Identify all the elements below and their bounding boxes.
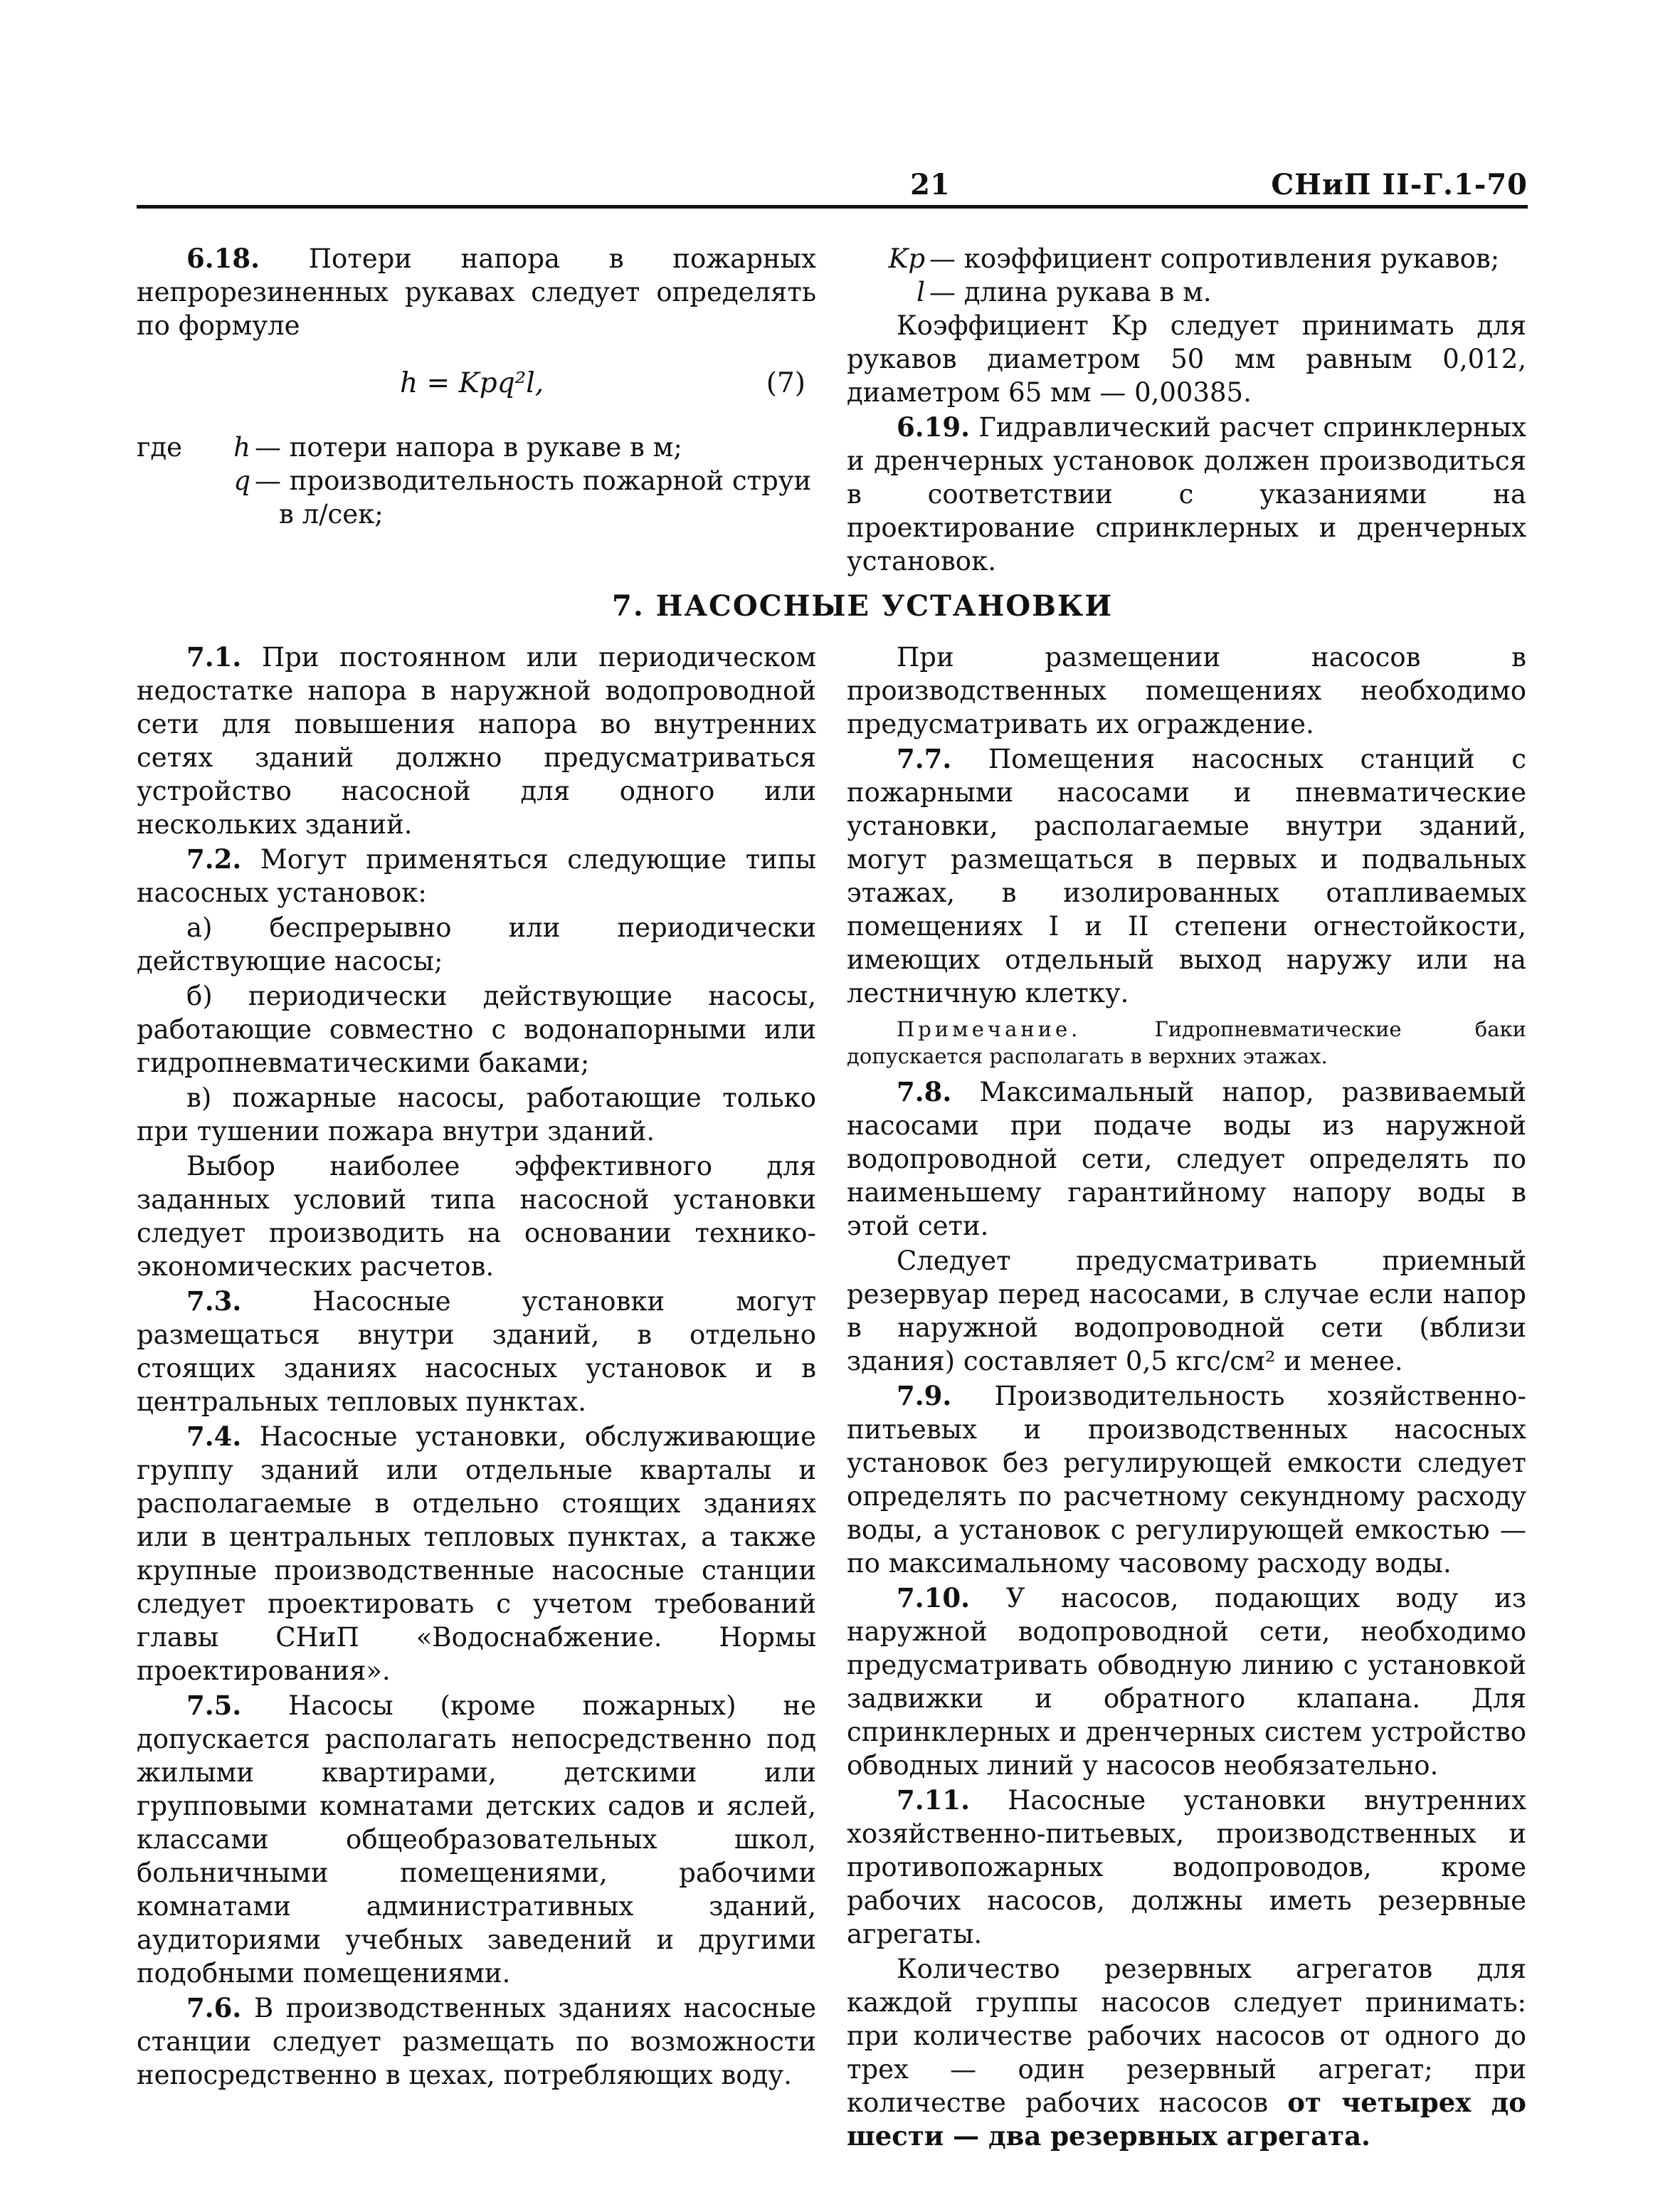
symbol-kr: Kр	[888, 243, 925, 274]
definition-kr	[847, 242, 1526, 275]
paragraph-7-2-choice: Выбор наиболее эффективного для заданных условий типа насосной установки следует производить на основании технико-экономических расчетов.	[137, 1151, 816, 1282]
definition-h	[137, 431, 816, 464]
section-6-18-continued	[847, 242, 1526, 578]
clause-text: Гидравлический расчет спринклерных и дренчерных установок должен производиться в соответствии с указаниями на проектирование спринклерных и дренчерных установок.	[847, 412, 1526, 576]
clause-number: 7.6.	[186, 1992, 242, 2023]
clause-number: 7.3.	[186, 1285, 242, 1317]
clause-text: При постоянном или периодическом недостатке напора в наружной водопроводной сети для повышения напора во внутренних сетях зданий должно предусматриваться устройство насосной для одного или нескольких зданий.	[137, 642, 816, 840]
paragraph-kr-coefficient: Коэффициент Kр следует принимать для рукавов диаметром 50 мм равным 0,012, диаметром 65 мм — 0,00385.	[847, 310, 1526, 408]
formula: h = Kрq²l,	[400, 367, 544, 399]
clause-text: У насосов, подающих воду из наружной водопроводной сети, необходимо предусматривать обводную линию с установкой задвижки и обратного клапана. Для спринклерных и дренчерных систем устройство обводных линий у насосов необязательно.	[847, 1583, 1526, 1781]
clause-text: Максимальный напор, развиваемый насосами при подаче воды из наружной водопроводной сети, следует определять по наименьшему гарантийному напору воды в этой сети.	[847, 1077, 1526, 1241]
reserve-text: Количество резервных агрегатов для каждой группы насосов следует принимать: при количестве рабочих насосов от одного до трех — один резервный агрегат; при количестве рабочих насосов	[847, 1954, 1526, 2118]
clause-text: Производительность хозяйственно-питьевых и производственных насосных установок без регулирующей емкости следует определять по расчетному секундному расходу воды, а установок с регулирующей емкостью — по максимальному часовому расходу воды.	[847, 1381, 1526, 1579]
list-item-a: а) беспрерывно или периодически действующие насосы;	[137, 912, 816, 976]
reserve-text-bold: от четырех до шести — два резервных агрегата.	[847, 2087, 1526, 2152]
clause-text: Потери напора в пожарных непрорезиненных рукавах следует определять по формуле	[137, 243, 816, 341]
clause-text: Насосные установки внутренних хозяйственно-питьевых, производственных и противопожарных водопроводов, кроме рабочих насосов, должны иметь резервные агрегаты.	[847, 1785, 1527, 1949]
clause-text: В производственных зданиях насосные станции следует размещать по возможности непосредственно в цехах, потребляющих воду.	[137, 1993, 817, 2090]
clause-text: Помещения насосных станций с пожарными насосами и пневматические установки, располагаемые внутри зданий, могут размещаться в первых и подвальных этажах, в изолированных отапливаемых помещениях I и II степени огнестойкости, имеющих отдельный выход наружу или на лестничную клетку.	[847, 744, 1527, 1009]
definition-q	[137, 464, 816, 497]
clause-number: 7.7.	[897, 743, 952, 774]
page-header	[137, 162, 1528, 209]
definition-l	[847, 275, 1526, 309]
section-7-right-column	[847, 641, 1526, 2153]
paragraph-6-18	[137, 242, 816, 342]
definition-q-text: — производительность пожарной струи	[255, 465, 812, 496]
paragraph-7-3	[137, 1285, 816, 1418]
paragraph-7-11	[847, 1784, 1526, 1951]
clause-number: 7.5.	[186, 1690, 242, 1721]
formula-row	[137, 362, 816, 405]
paragraph-7-7	[847, 742, 1526, 1010]
clause-text: Могут применяться следующие типы насосных установок:	[137, 844, 816, 908]
paragraph-7-6-continued: При размещении насосов в производственных помещениях необходимо предусматривать их ограждение.	[847, 642, 1526, 739]
where-label: где	[137, 432, 183, 463]
symbol-q: q	[233, 465, 250, 496]
note-label: Примечание.	[897, 1017, 1082, 1041]
list-item-b: б) периодически действующие насосы, работающие совместно с водонапорными или гидропневматическими баками;	[137, 981, 816, 1078]
formula-definitions	[137, 431, 816, 531]
paragraph-7-10	[847, 1581, 1526, 1782]
definition-l-text: — длина рукава в м.	[929, 277, 1212, 307]
paragraph-6-19	[847, 411, 1526, 578]
symbol-l: l	[916, 277, 925, 307]
clause-number: 7.8.	[897, 1076, 952, 1107]
symbol-h: h	[233, 432, 250, 463]
clause-number: 7.4.	[186, 1421, 242, 1452]
clause-number: 6.18.	[186, 243, 260, 274]
note	[847, 1016, 1526, 1070]
section-6-18	[137, 242, 816, 531]
paragraph-7-6	[137, 1991, 816, 2092]
document-code: СНиП II-Г.1-70	[1271, 168, 1528, 201]
page-number: 21	[910, 168, 950, 201]
clause-text: Насосные установки, обслуживающие группу зданий или отдельные кварталы и располагаемые в отдельно стоящих зданиях или в центральных тепловых пунктах, а также крупные производственные насосные станции следует проектировать с учетом требований главы СНиП «Водоснабжение. Нормы проектирования».	[137, 1421, 817, 1686]
list-item-c: в) пожарные насосы, работающие только при тушении пожара внутри зданий.	[137, 1083, 816, 1147]
clause-number: 7.11.	[897, 1784, 970, 1816]
section-7-left-column	[137, 641, 816, 2092]
definition-q-continued: в л/сек;	[279, 499, 384, 530]
clause-text: Насосные установки могут размещаться внутри зданий, в отдельно стоящих зданиях насосных установок и в центральных тепловых пунктах.	[137, 1286, 817, 1417]
clause-number: 7.2.	[186, 843, 242, 875]
paragraph-7-5	[137, 1689, 816, 1990]
paragraph-7-8-reservoir: Следует предусматривать приемный резервуар перед насосами, в случае если напор в наружной водопроводной сети (вблизи здания) составляет 0,5 кгс/см² и менее.	[847, 1246, 1526, 1376]
paragraph-7-11-reserve	[847, 1952, 1526, 2153]
clause-number: 7.1.	[186, 641, 242, 673]
section-title: 7. НАСОСНЫЕ УСТАНОВКИ	[612, 589, 1114, 623]
paragraph-7-2	[137, 843, 816, 910]
paragraph-7-9	[847, 1379, 1526, 1580]
clause-number: 7.9.	[897, 1380, 952, 1411]
clause-number: 6.19.	[897, 411, 970, 443]
definition-h-text: — потери напора в рукаве в м;	[255, 432, 682, 463]
note-text: Гидропневматические баки допускается располагать в верхних этажах.	[847, 1017, 1527, 1068]
paragraph-7-4	[137, 1420, 816, 1688]
clause-text: Насосы (кроме пожарных) не допускается располагать непосредственно под жилыми квартирами, детскими или групповыми комнатами детских садов и яслей, классами общеобразовательных школ, больничными помещениями, рабочими комнатами административных зданий, аудиториями учебных заведений и другими подобными помещениями.	[137, 1690, 816, 1989]
definition-kr-text: — коэффициент сопротивления рукавов;	[929, 243, 1500, 274]
paragraph-7-1	[137, 641, 816, 841]
clause-number: 7.10.	[897, 1582, 970, 1613]
paragraph-7-8	[847, 1075, 1526, 1243]
formula-number: (7)	[766, 367, 805, 399]
